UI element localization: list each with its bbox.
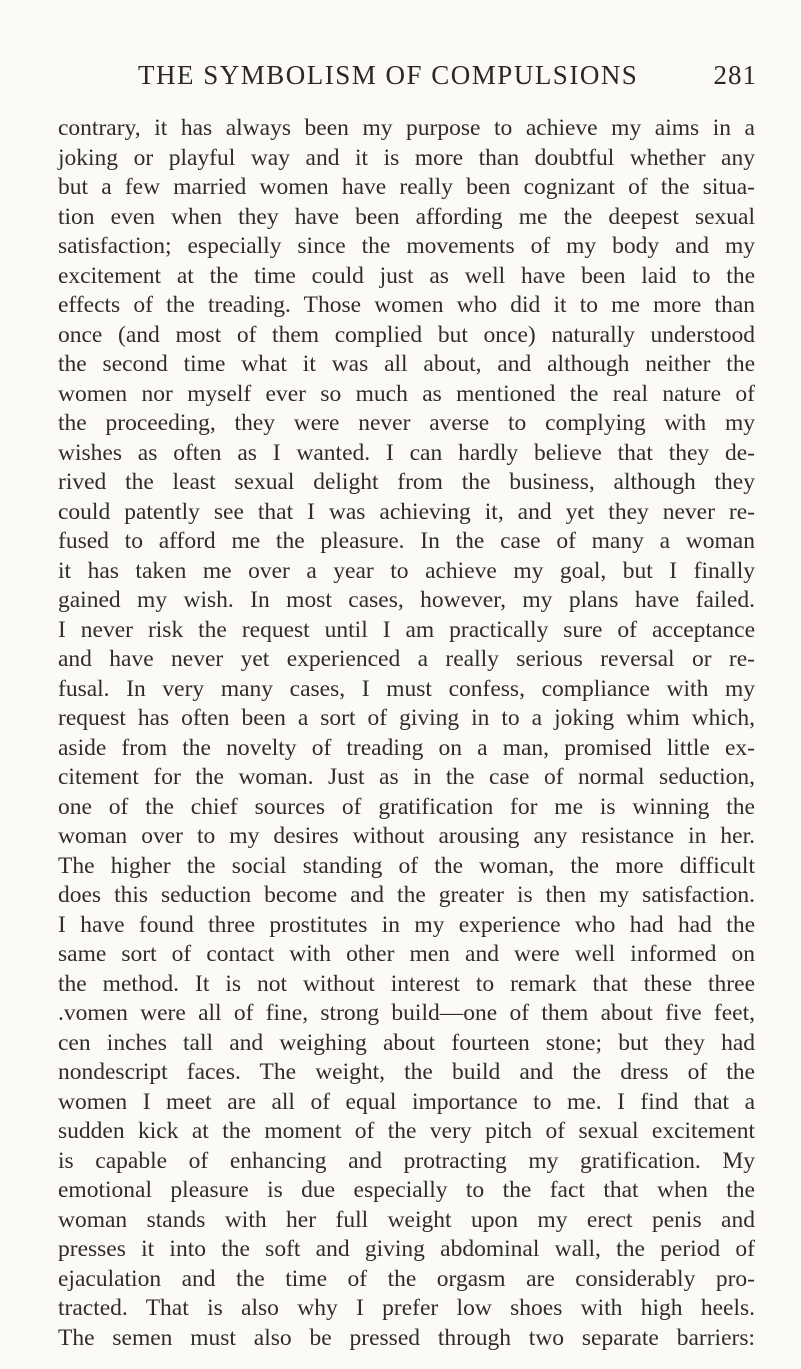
text-line: the proceeding, they were never averse to complying with my (58, 410, 755, 436)
text-line: tracted. That is also why I prefer low shoes with high heels. (58, 1295, 755, 1321)
text-line: is capable of enhancing and protracting my gratification. My (58, 1147, 755, 1174)
text-line: presses it into the soft and giving abdominal wall, the period of (58, 1236, 755, 1262)
text-line: women nor myself ever so much as mentioned the real nature of (58, 380, 755, 407)
text-line: nondescript faces. The weight, the build and the dress of the (58, 1059, 755, 1085)
running-head (120, 60, 757, 98)
text-line: I never risk the request until I am practically sure of acceptance (58, 616, 755, 643)
text-line: same sort of contact with other men and were well informed on (58, 941, 755, 967)
text-line: woman stands with her full weight upon my erect penis and (58, 1206, 755, 1233)
text-line: fusal. In very many cases, I must confess, compliance with my (58, 675, 755, 702)
text-line: excitement at the time could just as well have been laid to the (58, 262, 755, 289)
text-line: aside from the novelty of treading on a man, promised little ex- (58, 734, 755, 761)
text-line: effects of the treading. Those women who did it to me more than (58, 292, 755, 318)
text-line: does this seduction become and the greater is then my satisfaction. (58, 882, 755, 908)
text-line: sudden kick at the moment of the very pitch of sexual excitement (58, 1118, 755, 1144)
text-line: I have found three prostitutes in my experience who had had the (58, 911, 755, 938)
text-line: fused to afford me the pleasure. In the case of many a woman (58, 528, 755, 554)
text-line: women I meet are all of equal importance to me. I find that a (58, 1088, 755, 1115)
text-line: the method. It is not without interest to remark that these three (58, 970, 755, 997)
text-line: tion even when they have been affording me the deepest sexual (58, 203, 755, 230)
text-line: contrary, it has always been my purpose to achieve my aims in a (58, 115, 755, 141)
text-line: and have never yet experienced a really serious reversal or re- (58, 646, 755, 672)
text-line: ejaculation and the time of the orgasm are considerably pro- (58, 1265, 755, 1292)
text-line: emotional pleasure is due especially to the fact that when the (58, 1177, 755, 1203)
text-line: .vomen were all of fine, strong build—one of them about five feet, (58, 1000, 755, 1026)
text-line: woman over to my desires without arousing any resistance in her. (58, 823, 755, 849)
text-line: but a few married women have really been cognizant of the situa- (58, 174, 755, 200)
text-line: The higher the social standing of the woman, the more difficult (58, 852, 755, 879)
text-line: joking or playful way and it is more than doubtful whether any (58, 144, 755, 171)
text-line: gained my wish. In most cases, however, my plans have failed. (58, 587, 755, 613)
text-line: the second time what it was all about, and although neither the (58, 351, 755, 377)
text-line: The semen must also be pressed through two separate barriers: (58, 1324, 755, 1351)
text-line: rived the least sexual delight from the business, although they (58, 469, 755, 495)
text-line: cen inches tall and weighing about fourteen stone; but they had (58, 1029, 755, 1056)
text-line: once (and most of them complied but once) naturally understood (58, 321, 755, 348)
text-line: citement for the woman. Just as in the case of normal seduction, (58, 764, 755, 790)
text-line: one of the chief sources of gratification for me is winning the (58, 793, 755, 820)
text-line: it has taken me over a year to achieve my goal, but I finally (58, 557, 755, 584)
text-line: satisfaction; especially since the movements of my body and my (58, 233, 755, 259)
running-title: THE SYMBOLISM OF COMPULSIONS (138, 60, 639, 90)
text-line: request has often been a sort of giving in to a joking whim which, (58, 705, 755, 731)
text-line: wishes as often as I wanted. I can hardly believe that they de- (58, 439, 755, 466)
text-line: could patently see that I was achieving it, and yet they never re- (58, 498, 755, 525)
page-number: 281 (713, 60, 757, 90)
